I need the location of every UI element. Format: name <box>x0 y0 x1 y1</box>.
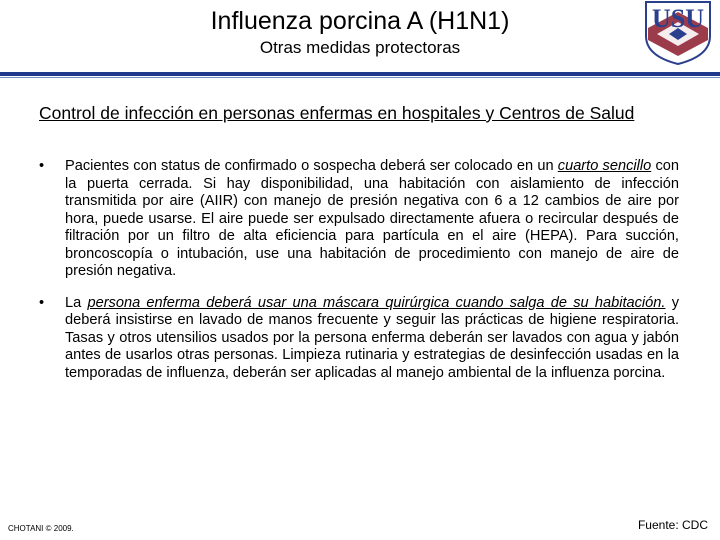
bullet-2-emphasis: persona enferma deberá usar una máscara quirúrgica cuando salga de su habitación. <box>87 294 666 311</box>
section-heading: Control de infección en personas enfermas en hospitales y Centros de Salud <box>39 103 635 123</box>
bullet-marker: • <box>39 294 45 311</box>
bullet-item-1 <box>39 158 679 281</box>
usu-logo <box>643 0 713 66</box>
bullet-2-text-pre: La <box>65 294 88 311</box>
bullet-list <box>39 158 679 396</box>
slide-subtitle: Otras medidas protectoras <box>259 38 461 57</box>
copyright-footer: CHOTANI © 2009. <box>8 524 74 533</box>
bullet-marker: • <box>39 158 45 174</box>
logo-text: USU <box>651 4 705 33</box>
slide-title: Influenza porcina A (H1N1) <box>210 7 510 35</box>
bullet-1-text-post: con la puerta cerrada. Si hay disponibilidad, una habitación con aislamiento de infección transmitida por aire (AIIR) con manejo de presión negativa con 6 a 12 cambios de aire por hora, puede usarse. El aire puede ser expulsado directamente afuera o recircular después de filtración por un filtro de alta eficiencia para partícula en el aire (HEPA). Para succión, broncoscopía o intubación, use una habitación de procedimiento con manejo de aire de presión negativa. <box>65 158 679 279</box>
bullet-1-text-pre: Pacientes con status de confirmado o sospecha deberá ser colocado en un <box>65 158 558 174</box>
bullet-item-2 <box>39 295 679 383</box>
source-footer: Fuente: CDC <box>637 518 708 532</box>
header-rule-thin <box>0 77 720 78</box>
bullet-1-emphasis: cuarto sencillo <box>557 158 652 174</box>
bullet-2-text-post: y deberá insistirse en lavado de manos frecuente y seguir las prácticas de higiene respiratoria. Tasas y otros utensilios usados por la persona enferma deberán ser lavados con agua y jabón antes de usarlos otras personas. Limpieza rutinaria y estrategias de desinfección usadas en la temporadas de influenza, deberán ser aplicadas al manejo ambiental de la influenza porcina. <box>65 294 679 381</box>
header-rule <box>0 72 720 76</box>
